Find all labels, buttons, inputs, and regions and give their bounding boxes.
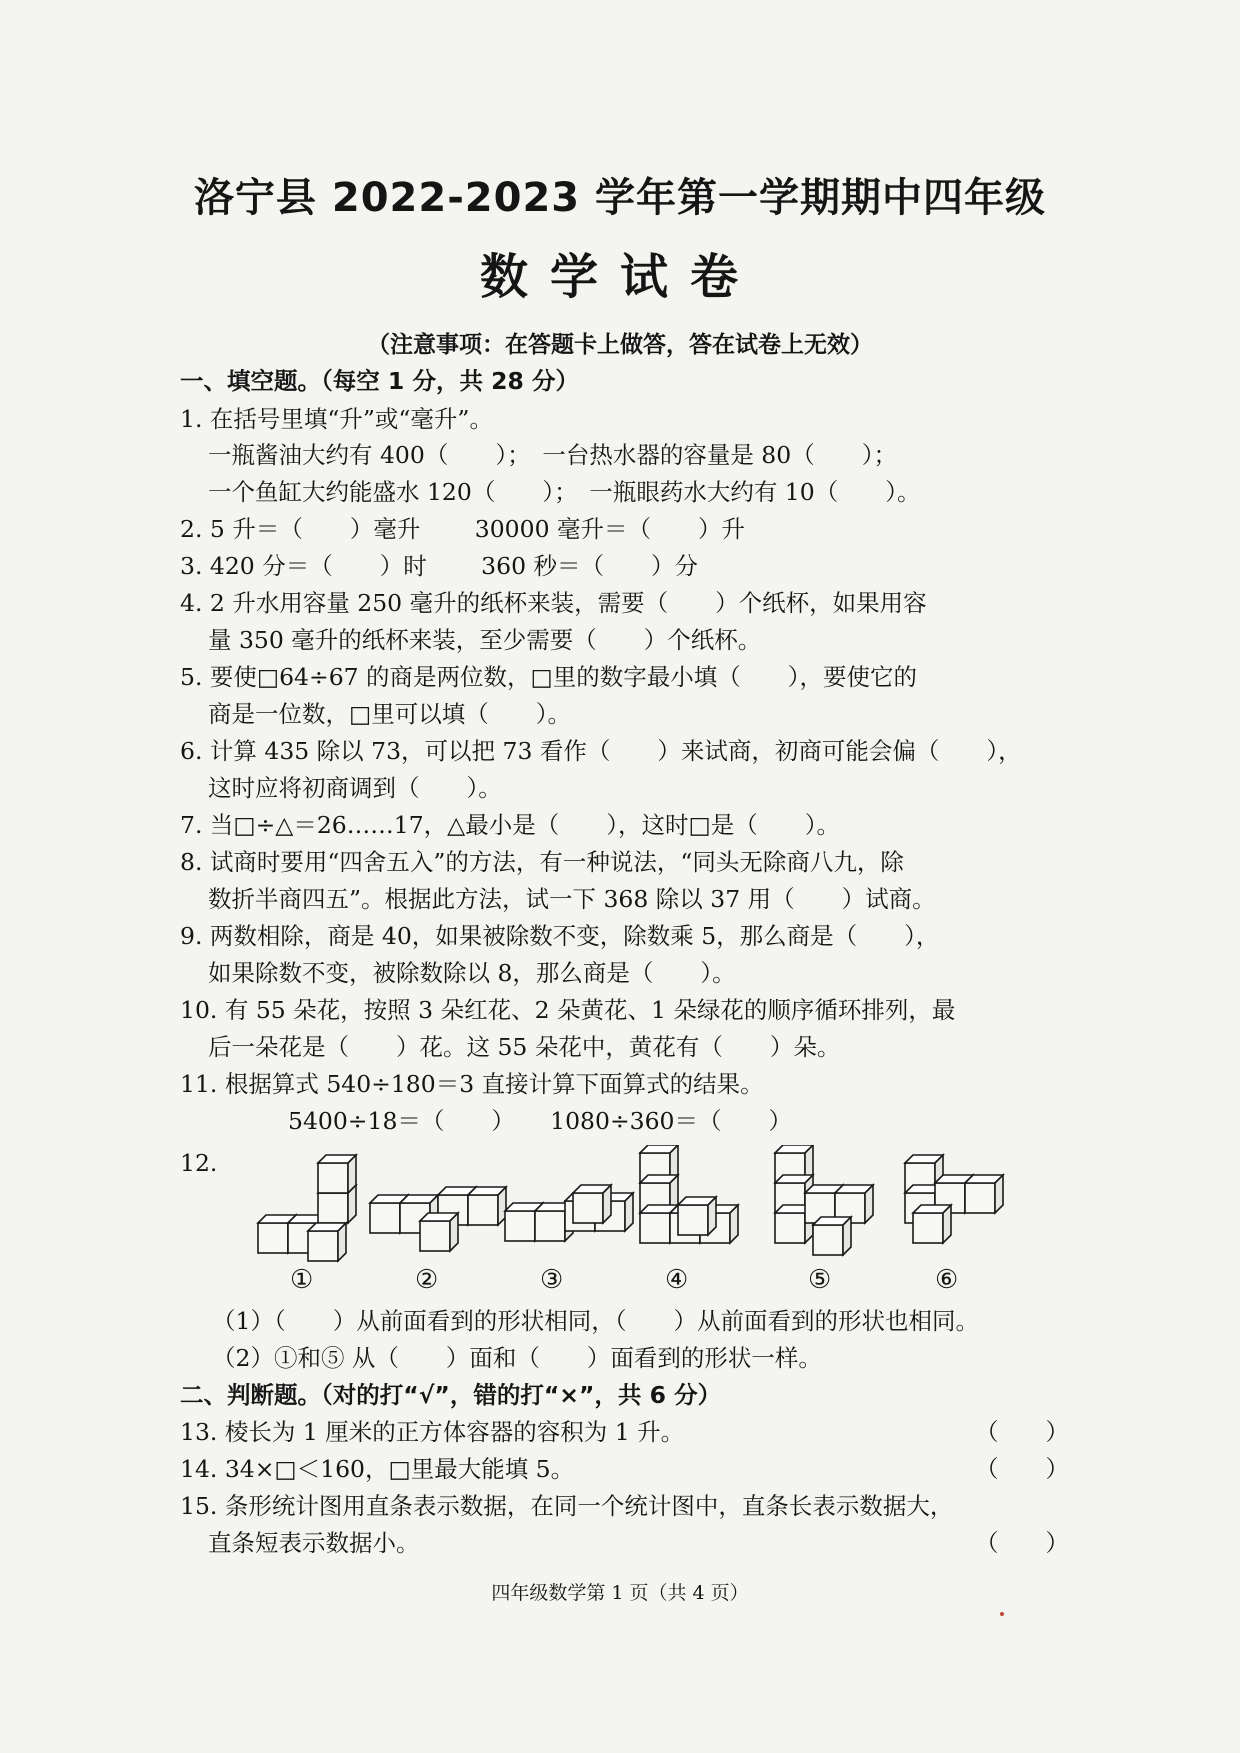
q4-line-a: 4. 2 升水用容量 250 毫升的纸杯来装，需要（ ）个纸杯，如果用容 bbox=[180, 589, 927, 617]
q4-line-b: 量 350 毫升的纸杯来装，至少需要（ ）个纸杯。 bbox=[208, 626, 762, 654]
q13-answer-blank: （ ） bbox=[975, 1418, 1069, 1446]
figure-2-cubes bbox=[370, 1187, 506, 1251]
q9-line-a: 9. 两数相除，商是 40，如果被除数不变，除数乘 5，那么商是（ ）， bbox=[180, 922, 940, 950]
q10-line-b: 后一朵花是（ ）花。这 55 朵花中，黄花有（ ）朵。 bbox=[208, 1033, 841, 1061]
q1-line-b: 一个鱼缸大约能盛水 120（ ）； 一瓶眼药水大约有 10（ ）。 bbox=[208, 478, 921, 506]
q14-text: 14. 34×□＜160，□里最大能填 5。 bbox=[180, 1455, 575, 1483]
section1-heading: 一、填空题。（每空 1 分，共 28 分） bbox=[180, 367, 580, 395]
figure-label-5: ⑤ bbox=[808, 1265, 832, 1295]
figure-label-2: ② bbox=[415, 1265, 439, 1295]
red-ink-dot bbox=[1000, 1612, 1004, 1616]
q12-number: 12. bbox=[180, 1149, 218, 1177]
q15-line-b: 直条短表示数据小。 bbox=[208, 1529, 420, 1557]
exam-title-line1: 洛宁县 2022-2023 学年第一学期期中四年级 bbox=[193, 175, 1047, 221]
q5-line-a: 5. 要使□64÷67 的商是两位数，□里的数字最小填（ ），要使它的 bbox=[180, 663, 918, 691]
q1-line-a: 一瓶酱油大约有 400（ ）； 一台热水器的容量是 80（ ）； bbox=[208, 441, 897, 469]
exam-title-line2: 数学试卷 bbox=[479, 249, 760, 305]
figure-label-3: ③ bbox=[540, 1265, 564, 1295]
q12-sub1: （1）（ ）从前面看到的形状相同，（ ）从前面看到的形状也相同。 bbox=[212, 1307, 979, 1335]
figure-5-cubes bbox=[775, 1145, 873, 1255]
q9-line-b: 如果除数不变，被除数除以 8，那么商是（ ）。 bbox=[208, 959, 736, 987]
q14-answer-blank: （ ） bbox=[975, 1455, 1069, 1483]
exam-notice: （注意事项：在答题卡上做答，答在试卷上无效） bbox=[367, 332, 873, 358]
q2: 2. 5 升＝（ ）毫升 30000 毫升＝（ ）升 bbox=[180, 515, 746, 543]
q12-sub2: （2）①和⑤ 从（ ）面和（ ）面看到的形状一样。 bbox=[212, 1344, 822, 1372]
q6-line-a: 6. 计算 435 除以 73，可以把 73 看作（ ）来试商，初商可能会偏（ ）， bbox=[180, 737, 1022, 765]
q3: 3. 420 分＝（ ）时 360 秒＝（ ）分 bbox=[180, 552, 699, 580]
q5-line-b: 商是一位数，□里可以填（ ）。 bbox=[208, 700, 571, 728]
q13-text: 13. 棱长为 1 厘米的正方体容器的容积为 1 升。 bbox=[180, 1418, 685, 1446]
figure-4-cubes bbox=[640, 1145, 738, 1243]
figure-label-1: ① bbox=[290, 1265, 314, 1295]
q15-line-a: 15. 条形统计图用直条表示数据，在同一个统计图中，直条长表示数据大， bbox=[180, 1492, 954, 1520]
q11-stem: 11. 根据算式 540÷180＝3 直接计算下面算式的结果。 bbox=[180, 1070, 764, 1098]
figure-1-cubes bbox=[258, 1155, 356, 1261]
page-footer: 四年级数学第 1 页（共 4 页） bbox=[491, 1582, 749, 1604]
q15-answer-blank: （ ） bbox=[975, 1529, 1069, 1557]
q6-line-b: 这时应将初商调到（ ）。 bbox=[208, 774, 502, 802]
figure-label-6: ⑥ bbox=[935, 1265, 959, 1295]
q8-line-a: 8. 试商时要用“四舍五入”的方法，有一种说法，“同头无除商八九，除 bbox=[180, 848, 904, 876]
q12-cube-figures bbox=[240, 1145, 1020, 1265]
q10-line-a: 10. 有 55 朵花，按照 3 朵红花、2 朵黄花、1 朵绿花的顺序循环排列，最 bbox=[180, 996, 956, 1024]
figure-6-cubes bbox=[905, 1155, 1003, 1243]
q8-line-b: 数折半商四五”。根据此方法，试一下 368 除以 37 用（ ）试商。 bbox=[208, 885, 936, 913]
section2-heading: 二、判断题。（对的打“√”，错的打“×”，共 6 分） bbox=[180, 1381, 722, 1409]
q7: 7. 当□÷△＝26……17，△最小是（ ），这时□是（ ）。 bbox=[180, 811, 840, 839]
figure-3-cubes bbox=[505, 1185, 633, 1241]
q1-stem: 1. 在括号里填“升”或“毫升”。 bbox=[180, 405, 493, 433]
q11-line-a: 5400÷18＝（ ） 1080÷360＝（ ） bbox=[288, 1107, 792, 1135]
figure-label-4: ④ bbox=[665, 1265, 689, 1295]
